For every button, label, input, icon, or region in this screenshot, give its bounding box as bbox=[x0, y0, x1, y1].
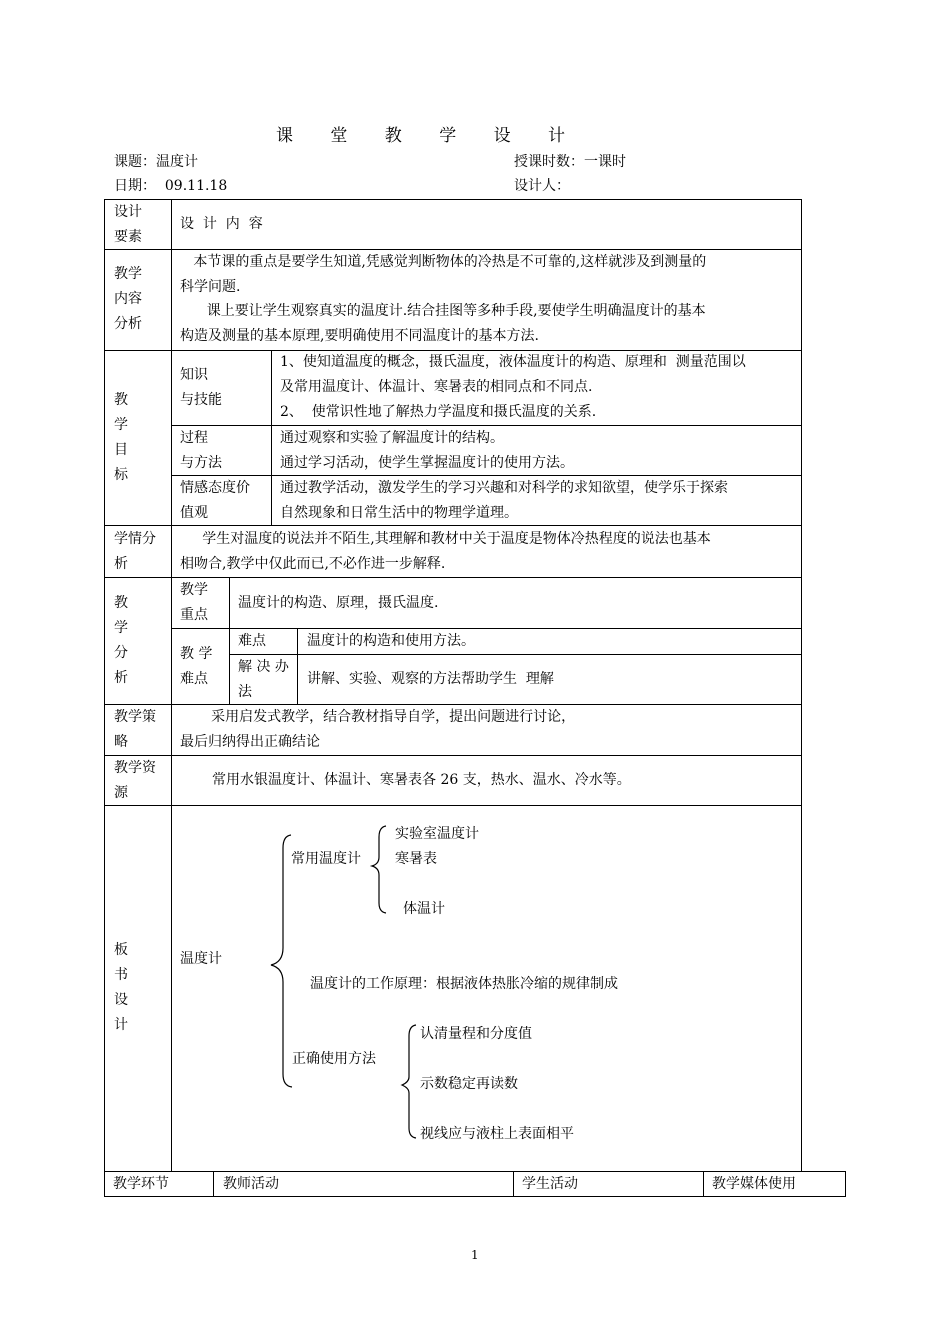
board-weather: 寒暑表 bbox=[395, 851, 437, 867]
design-elements-label: 设计 要素 bbox=[114, 204, 142, 245]
strategy-text: 采用启发式教学，结合教材指导自学，提出问题进行讨论， 最后归纳得出正确结论 bbox=[180, 709, 576, 750]
common-brace bbox=[372, 826, 386, 913]
emotion-text: 通过教学活动，激发学生的学习兴趣和对科学的求知欲望，使学乐于探索 自然现象和日常生活中的物理学道理。 bbox=[280, 480, 728, 521]
footer-stage: 教学环节 bbox=[113, 1176, 169, 1192]
board-usage-1: 认清量程和分度值 bbox=[420, 1026, 532, 1042]
key-point-label: 教学 重点 bbox=[180, 582, 208, 623]
knowledge-label: 知识 与技能 bbox=[180, 367, 222, 408]
design-content-heading: 设 计 内 容 bbox=[180, 216, 263, 232]
board-lab: 实验室温度计 bbox=[395, 826, 479, 842]
period-label: 授课时数：一课时 bbox=[514, 154, 626, 170]
board-label: 板 书 设 计 bbox=[114, 942, 128, 1033]
process-text: 通过观察和实验了解温度计的结构。 通过学习活动，使学生掌握温度计的使用方法。 bbox=[280, 430, 574, 471]
usage-brace bbox=[402, 1025, 416, 1138]
footer-teacher: 教师活动 bbox=[223, 1176, 279, 1192]
strategy-label: 教学策 略 bbox=[114, 709, 156, 750]
content-analysis-label: 教学 内容 分析 bbox=[114, 266, 142, 332]
content-analysis-p1: 本节课的重点是要学生知道,凭感觉判断物体的冷热是不可靠的,这样就涉及到测量的 科学问题. bbox=[180, 254, 707, 295]
solve-text: 讲解、实验、观察的方法帮助学生 理解 bbox=[307, 671, 554, 687]
content-analysis-p2: 课上要让学生观察真实的温度计.结合挂图等多种手段,要使学生明确温度计的基本 构造及测量的基本原理,要明确使用不同温度计的基本方法. bbox=[180, 303, 706, 344]
objectives-label: 教 学 目 标 bbox=[114, 392, 128, 483]
difficulty-label: 教 学 难点 bbox=[180, 646, 213, 687]
learner-analysis-text: 学生对温度的说法并不陌生,其理解和教材中关于温度是物体冷热程度的说法也基本 相吻合,教学中仅此而已,不必作进一步解释. bbox=[180, 531, 711, 572]
footer-media: 教学媒体使用 bbox=[712, 1176, 796, 1192]
board-usage-3: 视线应与液柱上表面相平 bbox=[420, 1126, 574, 1142]
date-label: 日期： 09.11.18 bbox=[114, 178, 228, 194]
solve-label: 解 决 办 法 bbox=[238, 659, 289, 700]
footer-student: 学生活动 bbox=[522, 1176, 578, 1192]
learner-analysis-label: 学情分 析 bbox=[114, 531, 156, 572]
board-body: 体温计 bbox=[403, 901, 445, 917]
hard-text: 温度计的构造和使用方法。 bbox=[307, 633, 475, 649]
board-usage: 正确使用方法 bbox=[292, 1051, 376, 1067]
page-title: 课 堂 教 学 设 计 bbox=[276, 126, 567, 146]
subject-label: 课题：温度计 bbox=[114, 154, 198, 170]
board-principle: 温度计的工作原理：根据液体热胀冷缩的规律制成 bbox=[310, 976, 618, 992]
page-number: 1 bbox=[471, 1248, 479, 1262]
board-usage-2: 示数稳定再读数 bbox=[420, 1076, 518, 1092]
hard-label: 难点 bbox=[238, 633, 266, 649]
resources-label: 教学资 源 bbox=[114, 760, 156, 801]
board-common: 常用温度计 bbox=[291, 851, 361, 867]
teaching-analysis-label: 教 学 分 析 bbox=[114, 595, 128, 686]
key-point-text: 温度计的构造、原理，摄氏温度. bbox=[238, 595, 439, 611]
knowledge-text: 1、使知道温度的概念，摄氏温度，液体温度计的构造、原理和 测量范围以 及常用温度计、体温计、寒暑表的相同点和不同点. 2、 使常识性地了解热力学温度和摄氏温度的关系. bbox=[280, 354, 746, 420]
main-brace bbox=[271, 835, 292, 1087]
designer-label: 设计人： bbox=[514, 178, 570, 194]
board-root: 温度计 bbox=[180, 951, 222, 967]
resources-text: 常用水银温度计、体温计、寒暑表各 26 支，热水、温水、冷水等。 bbox=[212, 772, 631, 788]
process-label: 过程 与方法 bbox=[180, 430, 222, 471]
emotion-label: 情感态度价 值观 bbox=[180, 480, 250, 521]
